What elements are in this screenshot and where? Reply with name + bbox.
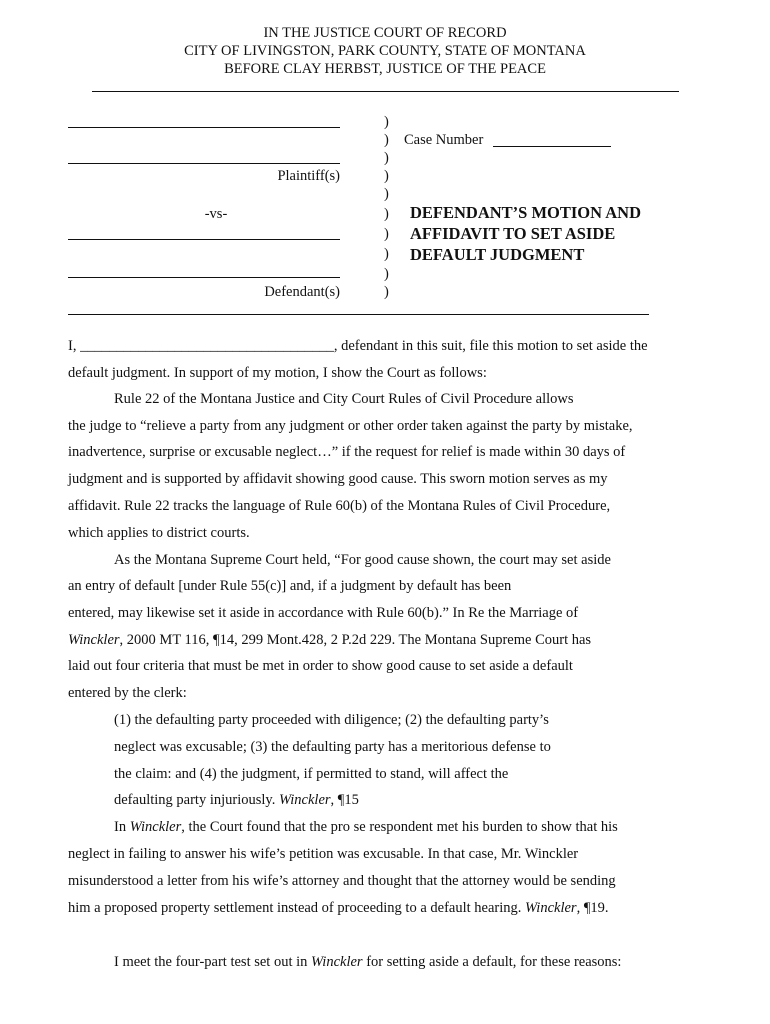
court-name: IN THE JUSTICE COURT OF RECORD — [263, 25, 507, 41]
court-judge: BEFORE CLAY HERBST, JUSTICE OF THE PEACE — [224, 61, 546, 77]
body-line: Rule 22 of the Montana Justice and City Court Rules of Civil Procedure allows — [114, 391, 574, 407]
defendant-name-line-2[interactable] — [68, 277, 340, 278]
caption-paren: ) — [384, 114, 389, 130]
body-line: inadvertence, surprise or excusable neglect…” if the request for relief is made within 30 days of — [68, 444, 626, 460]
caption-paren: ) — [384, 246, 389, 262]
body-line: which applies to district courts. — [68, 525, 250, 541]
body-text: for setting aside a default, for these reasons: — [362, 954, 622, 970]
body-line — [68, 632, 591, 649]
caption-paren: ) — [384, 186, 389, 202]
citation-text: , 2000 MT 116, ¶14, 299 Mont.428, 2 P.2d 229. The Montana Supreme Court has — [119, 632, 592, 648]
caption-paren: ) — [384, 226, 389, 242]
case-citation: Winckler — [525, 900, 577, 916]
caption-paren: ) — [384, 284, 389, 300]
defendant-name-line-1[interactable] — [68, 239, 340, 240]
document-title-line-2: AFFIDAVIT TO SET ASIDE — [410, 224, 616, 243]
court-location: CITY OF LIVINGSTON, PARK COUNTY, STATE OF MONTANA — [184, 43, 586, 59]
case-citation: Winckler — [68, 632, 120, 648]
case-number-label: Case Number — [404, 132, 484, 148]
caption-paren: ) — [384, 266, 389, 282]
body-text: , ¶19. — [576, 900, 609, 916]
body-line: I, ___________________________________, defendant in this suit, file this motion to set aside the — [68, 338, 648, 354]
plaintiff-name-line-2[interactable] — [68, 163, 340, 164]
body-line: neglect in failing to answer his wife’s petition was excusable. In that case, Mr. Winckler — [68, 846, 579, 862]
header-rule — [92, 91, 679, 92]
body-text: I meet the four-part test set out in — [114, 954, 312, 970]
case-citation: Winckler — [311, 954, 363, 970]
body-text: him a proposed property settlement instead of proceeding to a default hearing. — [68, 900, 526, 916]
quote-line: (1) the defaulting party proceeded with diligence; (2) the defaulting party’s — [114, 712, 549, 728]
body-line: entered by the clerk: — [68, 685, 187, 701]
body-line: entered, may likewise set it aside in accordance with Rule 60(b).” In Re the Marriage of — [68, 605, 579, 621]
caption-paren: ) — [384, 150, 389, 166]
body-line: default judgment. In support of my motion, I show the Court as follows: — [68, 365, 487, 381]
caption-paren: ) — [384, 132, 389, 148]
quote-text: defaulting party injuriously. — [114, 792, 279, 808]
plaintiff-label: Plaintiff(s) — [277, 168, 340, 184]
caption-paren: ) — [384, 168, 389, 184]
caption-paren: ) — [384, 206, 389, 222]
plaintiff-name-line-1[interactable] — [68, 127, 340, 128]
body-line — [114, 954, 621, 971]
body-line — [114, 819, 618, 836]
document-title-line-1: DEFENDANT’S MOTION AND — [410, 203, 642, 222]
body-text: In — [114, 819, 130, 835]
vs-label: -vs- — [204, 206, 228, 222]
document-title-line-3: DEFAULT JUDGMENT — [410, 245, 585, 264]
body-line: judgment and is supported by affidavit showing good cause. This sworn motion serves as my — [68, 471, 608, 487]
case-number-field[interactable] — [493, 146, 611, 147]
body-text: , the Court found that the pro se respondent met his burden to show that his — [181, 819, 618, 835]
defendant-label: Defendant(s) — [264, 284, 340, 300]
case-citation: Winckler — [129, 819, 182, 835]
quote-line: neglect was excusable; (3) the defaulting party has a meritorious defense to — [114, 739, 551, 755]
body-line: As the Montana Supreme Court held, “For good cause shown, the court may set aside — [114, 552, 611, 568]
citation-text: , ¶15 — [330, 792, 359, 808]
body-line: misunderstood a letter from his wife’s attorney and thought that the attorney would be sending — [68, 873, 616, 889]
quote-line — [114, 792, 359, 809]
caption-rule — [68, 314, 649, 315]
body-line: the judge to “relieve a party from any judgment or other order taken against the party by mistake, — [68, 418, 633, 434]
body-line: affidavit. Rule 22 tracks the language of Rule 60(b) of the Montana Rules of Civil Procedure, — [68, 498, 611, 514]
body-line: an entry of default [under Rule 55(c)] and, if a judgment by default has been — [68, 578, 512, 594]
body-line — [68, 900, 609, 917]
case-citation: Winckler — [278, 792, 331, 808]
quote-line: the claim: and (4) the judgment, if permitted to stand, will affect the — [114, 766, 509, 782]
body-line: laid out four criteria that must be met in order to show good cause to set aside a default — [68, 658, 573, 674]
